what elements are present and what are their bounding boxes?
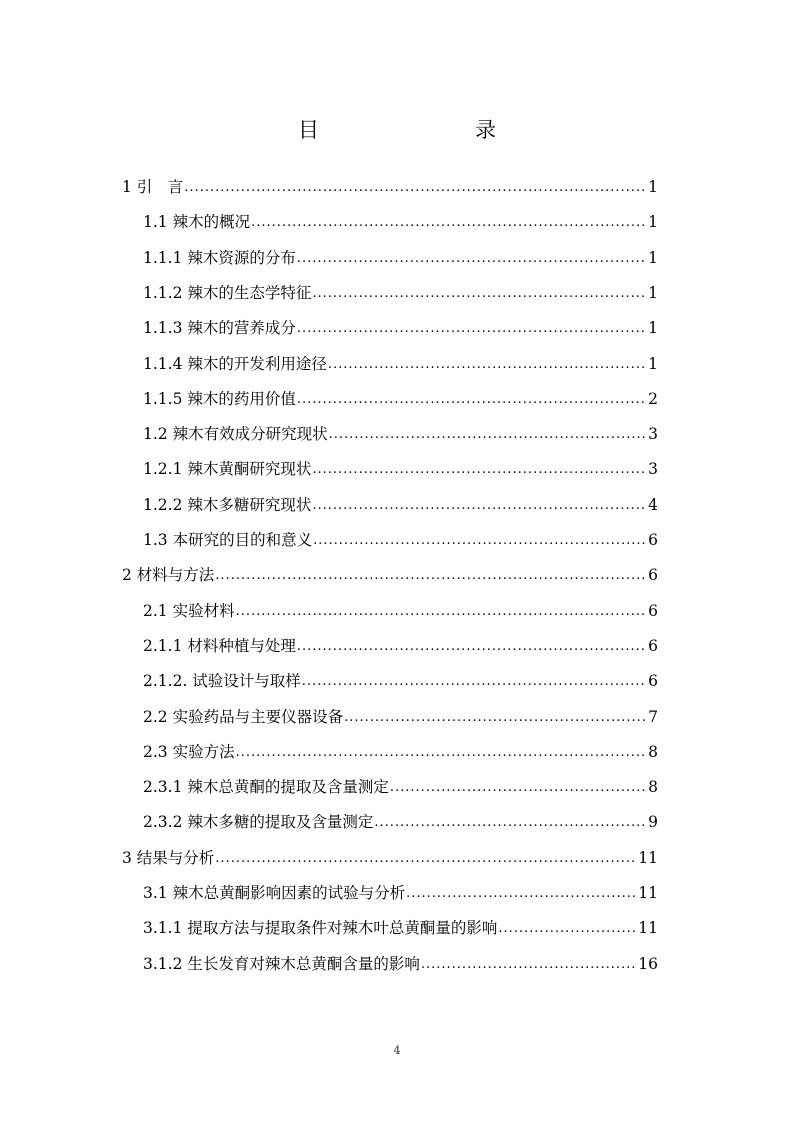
toc-leader-dots bbox=[313, 532, 647, 550]
toc-entry-page: 1 bbox=[648, 248, 658, 267]
toc-entry[interactable] bbox=[143, 904, 658, 938]
toc-entry-label: 2.3 实验方法 bbox=[143, 742, 235, 761]
toc-entry-label: 3.1.1 提取方法与提取条件对辣木叶总黄酮量的影响 bbox=[143, 919, 498, 938]
toc-entry-page: 6 bbox=[648, 636, 658, 655]
toc-entry[interactable] bbox=[143, 940, 658, 974]
toc-entry-label: 1.1.4 辣木的开发利用途径 bbox=[143, 354, 327, 373]
toc-leader-dots bbox=[215, 850, 637, 868]
toc-entry-page: 11 bbox=[638, 884, 658, 902]
toc-entry[interactable] bbox=[122, 834, 658, 868]
toc-leader-dots bbox=[236, 744, 648, 762]
toc-entry-page: 3 bbox=[648, 425, 658, 444]
toc-entry-label: 1.1.1 辣木资源的分布 bbox=[143, 248, 296, 267]
toc-entry-label: 1.1.5 辣木的药用价值 bbox=[143, 389, 296, 408]
toc-entry-page: 8 bbox=[648, 778, 658, 797]
toc-leader-dots bbox=[297, 638, 647, 656]
toc-entry[interactable] bbox=[143, 798, 658, 832]
toc-entry-label: 3.1.2 生长发育对辣木总黄酮含量的影响 bbox=[143, 954, 420, 973]
toc-entry-page: 6 bbox=[648, 531, 658, 549]
toc-leader-dots bbox=[297, 250, 647, 268]
toc-leader-dots bbox=[297, 320, 647, 338]
toc-entry-label: 2.1.1 材料种植与处理 bbox=[143, 636, 296, 655]
toc-entry-page: 1 bbox=[648, 283, 658, 302]
toc-entry-label: 2.3.2 辣木多糖的提取及含量测定 bbox=[143, 813, 374, 832]
toc-entry-label: 1.2.1 辣木黄酮研究现状 bbox=[143, 460, 312, 479]
toc-leader-dots bbox=[329, 426, 648, 444]
toc-leader-dots bbox=[184, 179, 647, 197]
toc-entry-page: 2 bbox=[648, 389, 658, 408]
toc-entry-label: 1.1 辣木的概况 bbox=[143, 213, 251, 232]
toc-entry-label: 3 结果与分析 bbox=[122, 848, 215, 867]
toc-entry[interactable] bbox=[143, 728, 658, 762]
toc-entry[interactable] bbox=[143, 587, 658, 621]
toc-entry[interactable] bbox=[143, 198, 658, 232]
toc-entry-label: 2.1.2. 试验设计与取样 bbox=[143, 672, 301, 691]
toc-entry[interactable] bbox=[143, 410, 658, 444]
toc-entry[interactable] bbox=[143, 375, 658, 409]
toc-entry[interactable] bbox=[143, 304, 658, 338]
toc-entry-label: 1.1.2 辣木的生态学特征 bbox=[143, 283, 312, 302]
toc-entry-page: 1 bbox=[648, 354, 658, 373]
toc-entry[interactable] bbox=[143, 234, 658, 268]
toc-leader-dots bbox=[312, 497, 647, 515]
toc-entry[interactable] bbox=[143, 269, 658, 303]
toc-leader-dots bbox=[312, 285, 647, 303]
toc-entry-page: 1 bbox=[648, 178, 658, 196]
page-number: 4 bbox=[393, 1044, 401, 1057]
toc-entry-page: 6 bbox=[648, 672, 658, 691]
toc-entry[interactable] bbox=[143, 481, 658, 515]
toc-entry[interactable] bbox=[143, 869, 658, 903]
toc-entry-label: 1.2.2 辣木多糖研究现状 bbox=[143, 495, 312, 514]
toc-entry-page: 6 bbox=[648, 566, 658, 585]
toc-entry-label: 1.3 本研究的目的和意义 bbox=[143, 531, 313, 549]
toc-leader-dots bbox=[236, 603, 648, 621]
toc-entry-page: 6 bbox=[648, 601, 658, 620]
toc-entry-page: 1 bbox=[648, 213, 658, 232]
toc-entry-page: 8 bbox=[648, 742, 658, 761]
toc-entry-label: 1.2 辣木有效成分研究现状 bbox=[143, 425, 328, 444]
toc-entry[interactable] bbox=[143, 445, 658, 479]
toc-entry-page: 9 bbox=[648, 813, 658, 832]
page-title: 目 录 bbox=[298, 118, 534, 142]
toc-leader-dots bbox=[312, 461, 647, 479]
toc-leader-dots bbox=[302, 673, 647, 691]
toc-leader-dots bbox=[344, 709, 647, 727]
toc-entry[interactable] bbox=[143, 622, 658, 656]
toc-leader-dots bbox=[390, 779, 647, 797]
toc-entry-label: 1 引 言 bbox=[122, 178, 184, 196]
toc-leader-dots bbox=[328, 356, 647, 374]
toc-leader-dots bbox=[251, 214, 647, 232]
toc-leader-dots bbox=[215, 567, 647, 585]
toc-leader-dots bbox=[498, 920, 637, 938]
toc-entry-page: 3 bbox=[648, 460, 658, 479]
toc-entry-page: 4 bbox=[648, 495, 658, 514]
toc-entry-label: 1.1.3 辣木的营养成分 bbox=[143, 319, 296, 338]
toc-leader-dots bbox=[421, 956, 637, 974]
toc-entry-label: 2.3.1 辣木总黄酮的提取及含量测定 bbox=[143, 778, 389, 797]
toc-entry-page: 1 bbox=[648, 319, 658, 338]
toc-entry[interactable] bbox=[143, 693, 658, 727]
toc-leader-dots bbox=[406, 885, 637, 903]
toc-leader-dots bbox=[374, 814, 647, 832]
toc-entry[interactable] bbox=[143, 340, 658, 374]
toc-entry-page: 7 bbox=[648, 707, 658, 726]
toc-entry-label: 2.1 实验材料 bbox=[143, 601, 235, 620]
toc-entry[interactable] bbox=[122, 163, 658, 197]
toc-leader-dots bbox=[297, 391, 647, 409]
toc-entry[interactable] bbox=[143, 657, 658, 691]
toc-entry-label: 2 材料与方法 bbox=[122, 566, 215, 585]
toc-entry-label: 3.1 辣木总黄酮影响因素的试验与分析 bbox=[143, 884, 406, 902]
toc-entry[interactable] bbox=[143, 516, 658, 550]
toc-entry-page: 16 bbox=[638, 954, 658, 973]
toc-entry[interactable] bbox=[143, 763, 658, 797]
toc-entry[interactable] bbox=[122, 551, 658, 585]
toc-entry-label: 2.2 实验药品与主要仪器设备 bbox=[143, 707, 344, 726]
toc-entry-page: 11 bbox=[638, 848, 658, 867]
toc-entry-page: 11 bbox=[638, 919, 658, 938]
